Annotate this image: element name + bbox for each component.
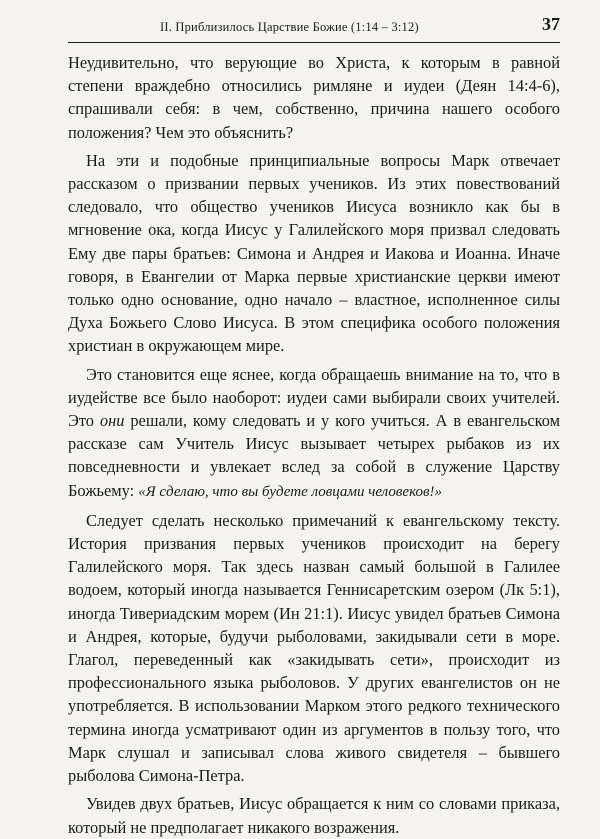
- body-text: [68, 51, 560, 839]
- paragraph-4: Следует сделать несколько примечаний к евангельскому тексту. История призвания первых учеников происходит на берегу Галилейского моря. Так здесь назван самый большой в Галилее водоем, который иногда называется Геннисаретским озером (Лк 5:1), иногда Тивериадским морем (Ин 21:1). Иисус увидел братьев Симона и Андрея, которые, будучи рыболовами, закидывали сети в море. Глагол, переведенный как «закидывать сети», происходит из профессионального языка рыболовов. У других евангелистов он не употребляется. В использовании Марком этого редкого технического термина иногда усматривают один из аргументов в пользу того, что Марк слушал и записывал слова живого свидетеля – бывшего рыболова Симона-Петра.: [68, 510, 560, 786]
- paragraph-3-part-2: решали, кому следовать и у кого учиться. А в евангельском рассказе сам Учитель Иисус вызывает четырех рыбаков из их повседневности и увлекает вслед за собой в служение Царству Божьему:: [68, 411, 561, 500]
- paragraph-1: Неудивительно, что верующие во Христа, к которым в равной степени враждебно относились римляне и иудеи (Деян 14:4-6), спрашивали себя: в чем, собственно, причина нашего особого положения? Чем это объяснить?: [68, 53, 560, 142]
- emphasis-word: они: [99, 411, 125, 431]
- paragraph-3: [68, 363, 560, 504]
- paragraph-5: Увидев двух братьев, Иисус обращается к ним со словами приказа, который не предполагает никакого возражения.: [68, 794, 560, 837]
- page-number: 37: [542, 14, 560, 34]
- paragraph-2: На эти и подобные принципиальные вопросы Марк отвечает рассказом о призвании первых учеников. Из этих повествований следовало, что общество учеников Иисуса возникло как бы в мгновение ока, когда Иисус у Галилейского моря призвал следовать Ему две пары братьев: Симона и Андрея и Иакова и Иоанна. Иначе говоря, в Евангелии от Марка первые христианские церкви имеют только одно основание, одно начало – властное, исполненное силы Духа Божьего Слово Иисуса. В этом специфика особого положения христиан в окружающем мире.: [68, 150, 560, 356]
- running-title: II. Приблизилось Царствие Божие (1:14 – 3:12): [160, 20, 419, 34]
- running-header: [68, 14, 560, 43]
- gospel-quote: «Я сделаю, что вы будете ловцами человеков!»: [138, 483, 443, 500]
- paragraph-3-part-1: Это становится еще яснее, когда обращаешь внимание на то, что в иудействе все было наоборот: иудеи сами выбирали своих учителей. Это: [68, 364, 560, 431]
